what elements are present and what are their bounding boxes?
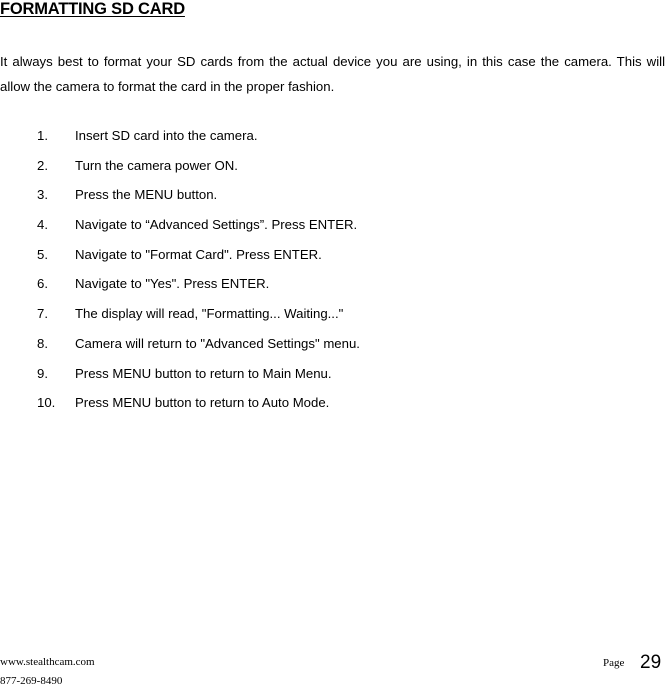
step-number: 3. [37,187,48,203]
step-text: Insert SD card into the camera. [75,128,258,143]
page-footer [0,651,665,686]
step-text: Press the MENU button. [75,187,218,203]
step-text: Press MENU button to return to Main Menu. [75,365,332,381]
step-number: 4. [37,217,48,233]
intro-paragraph: It always best to format your SD cards from the actual device you are using, in this case the camera. This will allow the camera to format the card in the proper fashion. [0,54,665,94]
page-label: Page [603,657,625,669]
footer-phone: 877-269-8490 [0,675,63,687]
step-number: 5. [37,246,48,262]
step-text: Navigate to “Advanced Settings”. Press ENTER. [75,217,358,233]
step-text: Navigate to "Format Card". Press ENTER. [75,246,322,262]
step-text: Press MENU button to return to Auto Mode. [75,395,330,411]
step-number: 2. [37,157,48,173]
step-text: Turn the camera power ON. [75,157,238,173]
step-number: 1. [37,128,48,143]
step-text: The display will read, "Formatting... Waiting..." [75,306,344,322]
step-number: 9. [37,365,48,381]
footer-website: www.stealthcam.com [0,656,95,668]
step-text: Camera will return to "Advanced Settings" menu. [75,335,360,351]
page-number: 29 [640,652,662,673]
step-number: 10. [37,395,56,411]
step-text: Navigate to "Yes". Press ENTER. [75,276,270,292]
step-number: 8. [37,335,48,351]
page-title: FORMATTING SD CARD [0,0,185,18]
step-number: 7. [37,306,48,322]
step-number: 6. [37,276,48,292]
